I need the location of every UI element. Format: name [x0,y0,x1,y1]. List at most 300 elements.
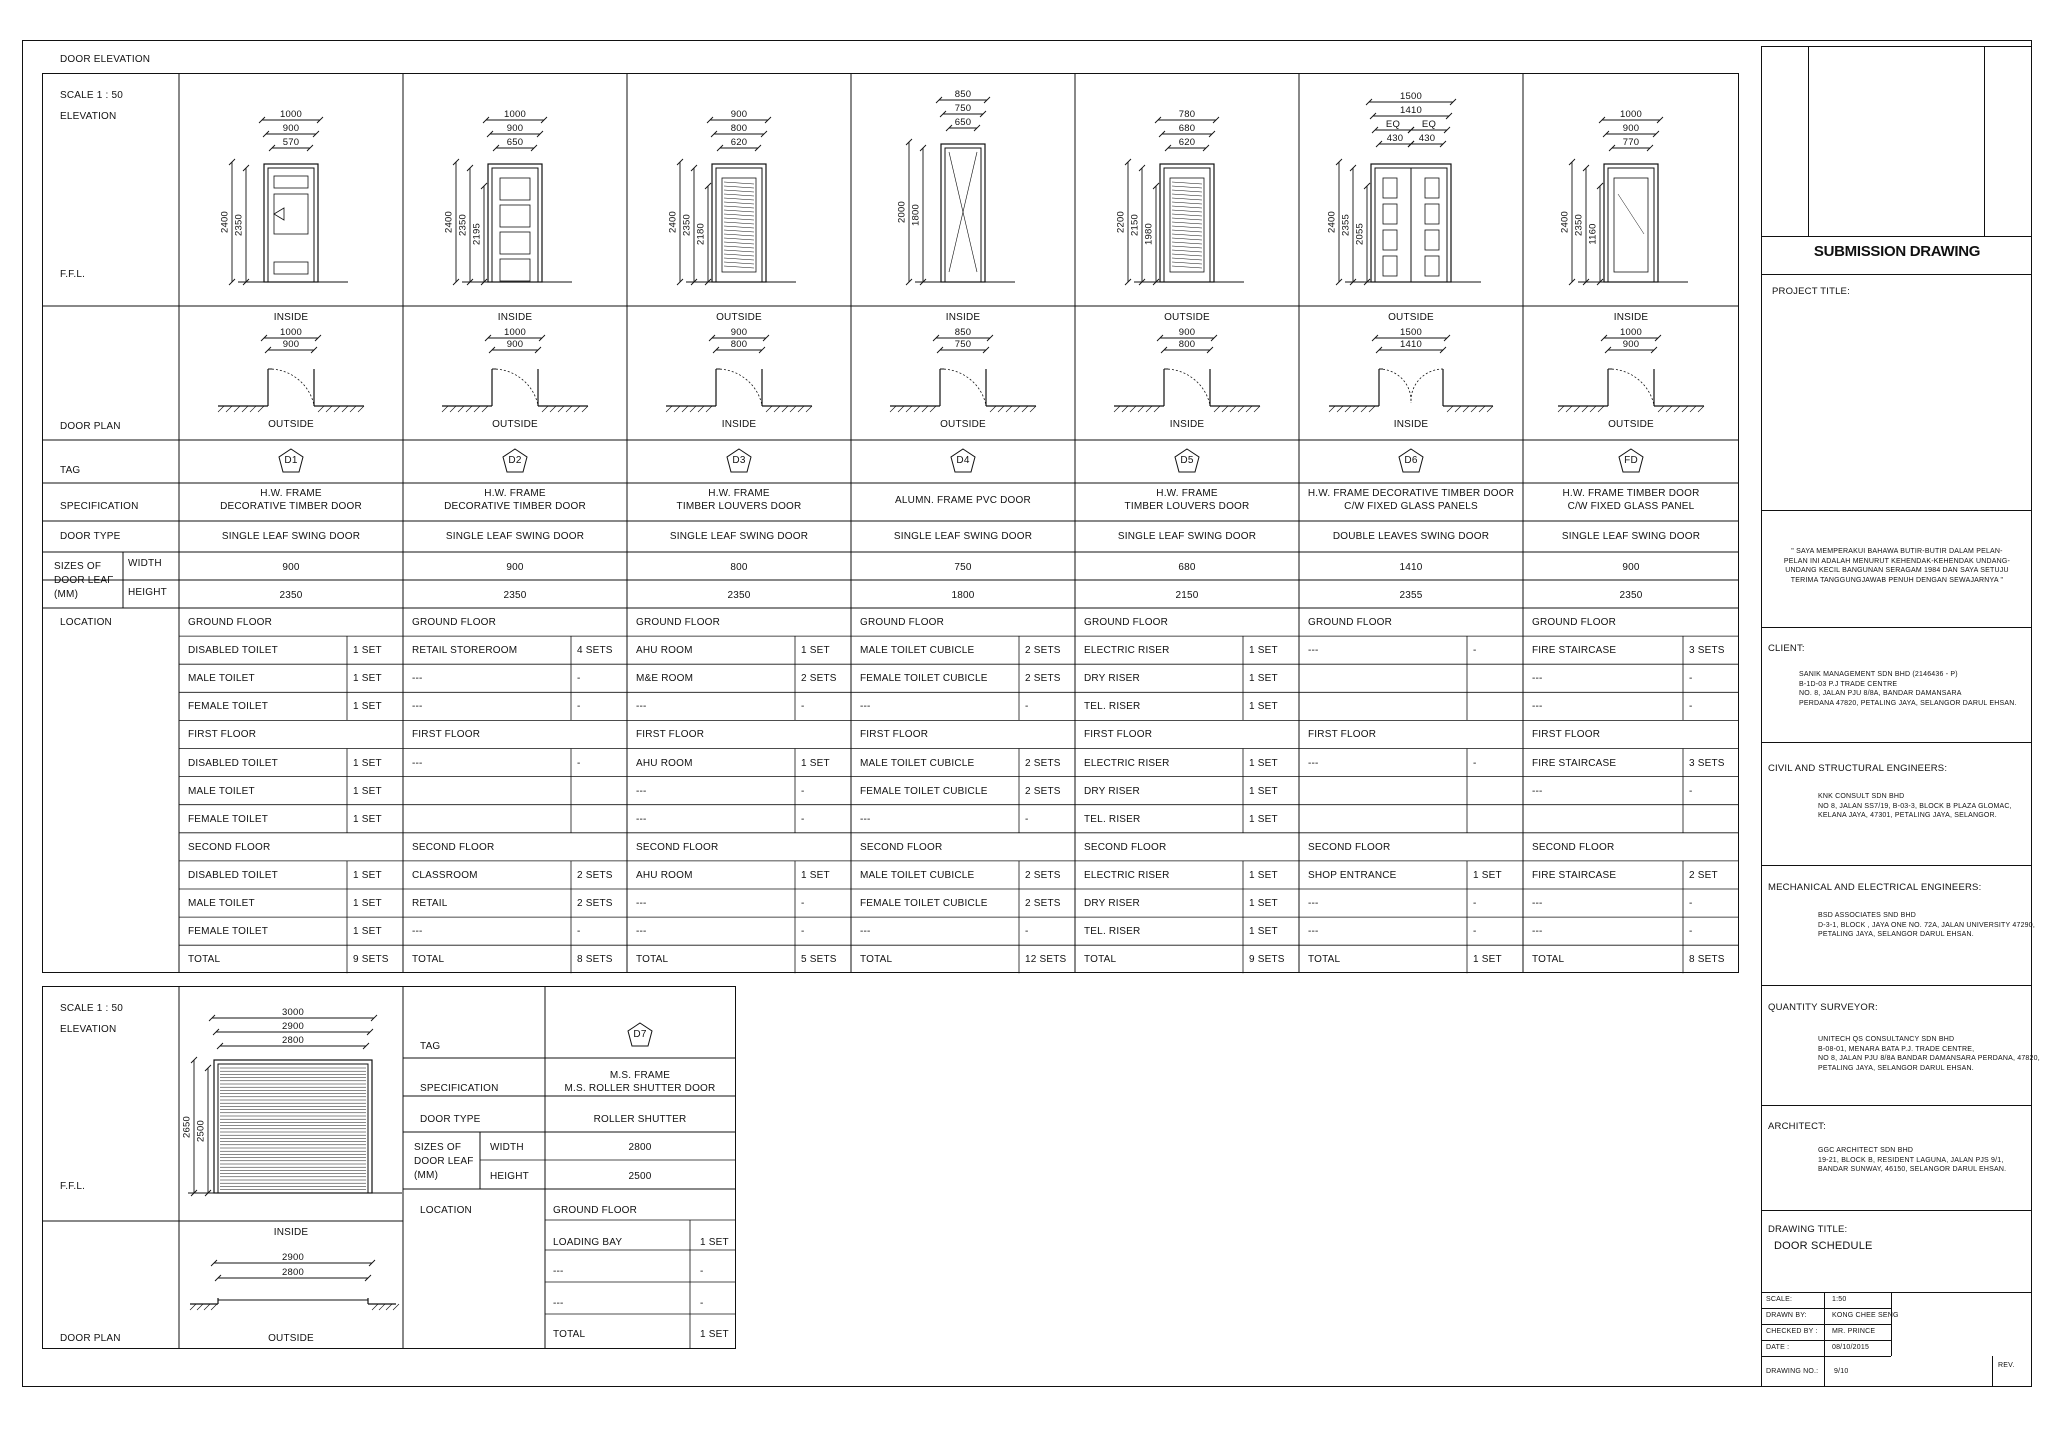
d7-door-plan-label: DOOR PLAN [60,1333,121,1344]
location-name: FEMALE TOILET CUBICLE [860,785,988,797]
plan-side-bottom: OUTSIDE [940,419,986,430]
hatch [1014,406,1020,412]
location-qty: - [1025,701,1029,713]
location-name: FIRST FLOOR [1308,729,1377,741]
location-name: AHU ROOM [636,869,693,881]
dimension-label: 900 [1622,123,1640,134]
drawing-title-label: DRAWING TITLE: [1768,1224,1848,1235]
total-label: TOTAL [636,954,669,966]
dimension-label: 850 [954,89,972,100]
glass-panel [1425,230,1439,250]
door-leaf [268,168,314,282]
hatch [550,406,556,412]
dimension-label: 1980 [1143,223,1155,245]
dimension-label: 1000 [1620,109,1642,120]
location-qty: 1 SET [700,1237,729,1248]
location-name: SECOND FLOOR [1084,841,1167,853]
specification-label: SPECIFICATION [60,501,139,512]
hatch [1238,406,1244,412]
location-name: FEMALE TOILET [188,926,269,938]
louver [1172,250,1202,252]
location-qty: 2 SET [1689,869,1718,881]
location-name: TEL. RISER [1084,701,1141,713]
door-tag: D2 [508,455,522,466]
door-tag: D1 [284,455,298,466]
location-qty: - [1473,645,1477,657]
location-name: DISABLED TOILET [188,757,278,769]
hatch [922,406,928,412]
louver [1172,186,1202,188]
location-qty: - [1689,701,1693,713]
leaf-width: 1410 [1399,562,1423,573]
hatch [1329,406,1335,412]
louver [1172,182,1202,184]
title-block-line: PETALING JAYA, SELANGOR DARUL EHSAN. [1818,1064,1974,1072]
location-qty: - [801,926,805,938]
dimension-label: 2350 [681,214,693,236]
spec-line-2: C/W FIXED GLASS PANELS [1344,501,1478,512]
hatch [1353,406,1359,412]
title-block-line: BANDAR SUNWAY, 46150, SELANGOR DARUL EHSAN. [1818,1166,2007,1173]
location-qty: 2 SETS [577,869,613,881]
total-label: TOTAL [1532,954,1565,966]
location-qty: 2 SETS [1025,757,1061,769]
title-block-line: BSD ASSOCIATES SND BHD [1818,912,1917,919]
sheet-title: DOOR ELEVATION [60,54,151,65]
door-frame [1604,164,1658,282]
location-name: DISABLED TOILET [188,645,278,657]
door-type: ROLLER SHUTTER [593,1114,687,1125]
total-qty: 9 SETS [353,954,389,966]
d7-scale-label: SCALE 1 : 50 [60,1003,123,1014]
location-qty: - [1473,898,1477,909]
dimension-label: 1160 [1587,223,1599,245]
dimension-label: 620 [1178,137,1196,148]
drawing-no-label: DRAWING NO.: [1766,1368,1819,1375]
location-qty: - [801,701,805,713]
total-qty: 9 SETS [1249,954,1285,966]
spec-line-2: DECORATIVE TIMBER DOOR [444,501,586,512]
location-qty: 1 SET [801,645,830,657]
hatch [1337,406,1343,412]
location-qty: - [801,813,805,825]
hatch [350,406,356,412]
dimension-label: 750 [954,339,972,350]
hatch [234,406,240,412]
location-name: DRY RISER [1084,673,1140,685]
location-name: SECOND FLOOR [1532,841,1615,853]
door-swing-arc [1379,369,1411,403]
dimension-label: 430 [1386,133,1404,144]
title-block-line: PERDANA 47820, PETALING JAYA, SELANGOR DARUL EHSAN. [1799,699,2017,707]
louver [1172,230,1202,232]
glass-panel [1383,230,1397,250]
location-qty: 3 SETS [1689,645,1725,657]
title-block-line: TERIMA TANGGUNGJAWAB PENUH DENGAN SEWAJARNYA " [1790,576,2004,584]
location-name: AHU ROOM [636,645,693,657]
hatch [782,406,788,412]
location-name: GROUND FLOOR [188,617,273,628]
leaf-height: 1800 [951,590,975,601]
louver [724,230,754,232]
scale-field: 1:50 [1832,1296,1847,1303]
dimension-label: 2350 [233,214,245,236]
hatch [442,406,448,412]
location-name: --- [1308,757,1319,769]
spec-line-1: ALUMN. FRAME PVC DOOR [895,495,1031,506]
glass-panel [1383,204,1397,224]
width-label: WIDTH [128,558,162,569]
title-block-line: KELANA JAYA, 47301, PETALING JAYA, SELANGOR. [1818,812,1997,819]
leaf-height: 2350 [503,590,527,601]
location-name: --- [636,813,647,825]
dimension-label: 430 [1418,133,1436,144]
panel [500,232,530,254]
plan-side-bottom: OUTSIDE [1608,419,1654,430]
location-qty: - [1689,926,1693,938]
hatch [1674,406,1680,412]
glass-panel [1614,178,1648,272]
dimension-label: 1000 [504,109,526,120]
door-tag: FD [1624,455,1638,466]
louver [1172,262,1202,264]
hatch [326,406,332,412]
location-name: FIRE STAIRCASE [1532,757,1617,769]
location-name: TOTAL [553,1329,586,1340]
door-type: SINGLE LEAF SWING DOOR [1117,531,1257,542]
dimension-label: 3000 [282,1007,304,1018]
title-block-line: " SAYA MEMPERAKUI BAHAWA BUTIR-BUTIR DALAM PELAN- [1791,548,2003,555]
plan-side-top: OUTSIDE [1388,312,1434,323]
panel [500,259,530,281]
location-name: CLASSROOM [412,869,478,881]
spec-line-1: H.W. FRAME [260,488,322,499]
plan-side-top: INSIDE [497,312,533,323]
plan-side-top: INSIDE [1613,312,1649,323]
hatch [1658,406,1664,412]
location-qty: - [801,785,805,797]
location-name: ELECTRIC RISER [1084,757,1170,769]
location-qty: 1 SET [353,926,382,938]
hatch [372,1304,378,1310]
location-qty: 1 SET [353,785,382,797]
location-name: --- [1532,898,1543,909]
louver [724,266,754,268]
hatch [1254,406,1260,412]
location-name: --- [860,813,871,825]
louver [1172,242,1202,244]
panel [500,205,530,227]
location-qty: 1 SET [353,645,382,657]
louver [1172,206,1202,208]
title-block-line: GGC ARCHITECT SDN BHD [1818,1147,1914,1154]
hatch [558,406,564,412]
location-qty: 1 SET [1249,813,1278,825]
hatch [766,406,772,412]
client-label: CLIENT: [1768,643,1805,654]
leaf-width: 680 [1178,562,1196,573]
hatch [1361,406,1367,412]
louver [1172,190,1202,192]
door-tag: D7 [633,1029,647,1040]
location-name: ELECTRIC RISER [1084,869,1170,881]
spec-line-2: TIMBER LOUVERS DOOR [676,501,802,512]
dimension-label: 800 [730,123,748,134]
louver [1172,254,1202,256]
location-name: FIRST FLOOR [1532,729,1601,741]
door-swing-arc [1411,369,1443,403]
spec-line-1: H.W. FRAME [708,488,770,499]
location-qty: 1 SET [1249,898,1278,909]
leaf-height: 2350 [279,590,303,601]
location-qty: 2 SETS [1025,785,1061,797]
location-qty: 4 SETS [577,645,613,657]
scale-field-label: SCALE: [1766,1296,1793,1303]
location-name: SECOND FLOOR [188,841,271,853]
hatch [1598,406,1604,412]
location-name: TEL. RISER [1084,926,1141,938]
dimension-label: 770 [1622,137,1640,148]
location-qty: 1 SET [353,869,382,881]
location-name: FEMALE TOILET CUBICLE [860,898,988,909]
hatch [1006,406,1012,412]
hatch [318,406,324,412]
location-name: SECOND FLOOR [1308,841,1391,853]
hatch [334,406,340,412]
hatch [1130,406,1136,412]
hatch [666,406,672,412]
louver [1172,238,1202,240]
louver [1172,198,1202,200]
louver [1172,214,1202,216]
location-name: FEMALE TOILET [188,813,269,825]
location-name: FIRST FLOOR [188,729,257,741]
dimension-label: 750 [954,103,972,114]
panel [274,194,308,234]
location-name: --- [1532,701,1543,713]
leaf-width: 900 [1622,562,1640,573]
d7-location-label: LOCATION [420,1205,472,1216]
location-name: MALE TOILET CUBICLE [860,757,975,769]
location-name: SECOND FLOOR [412,841,495,853]
me-label: MECHANICAL AND ELECTRICAL ENGINEERS: [1768,882,1982,893]
location-qty: 2 SETS [1025,898,1061,909]
hatch [574,406,580,412]
plan-side-bottom: INSIDE [1169,419,1205,430]
louver [1172,210,1202,212]
glass-line [1618,194,1644,234]
location-name: FIRST FLOOR [412,729,481,741]
hatch [190,1304,196,1310]
panel [500,178,530,200]
dimension-label: 1000 [504,327,526,338]
total-qty: 1 SET [1473,954,1502,966]
location-name: GROUND FLOOR [860,617,945,628]
door-tag: D3 [732,455,746,466]
d7-sizes-label-1: SIZES OF [414,1142,462,1153]
location-name: TEL. RISER [1084,813,1141,825]
dimension-label: EQ [1421,119,1437,130]
plan-side-top: INSIDE [273,312,309,323]
leaf-width: 900 [282,562,300,573]
hatch [674,406,680,412]
location-name: FIRST FLOOR [1084,729,1153,741]
hatch [466,406,472,412]
dimension-label: 2150 [1129,214,1141,236]
leaf-width: 900 [506,562,524,573]
dimension-label: 2355 [1340,214,1352,236]
louver [1172,266,1202,268]
louver-panel [722,178,756,272]
scale-label: SCALE 1 : 50 [60,90,123,101]
tag-label: TAG [60,465,81,476]
location-qty: 2 SETS [1025,645,1061,657]
spec-line-1: H.W. FRAME [1156,488,1218,499]
hatch [1114,406,1120,412]
plan-side-top: INSIDE [273,1227,309,1238]
hatch [258,406,264,412]
location-qty: 1 SET [1249,785,1278,797]
location-name: FIRE STAIRCASE [1532,869,1617,881]
location-qty: - [1025,926,1029,938]
panel [274,262,308,274]
glass-panel [1425,178,1439,198]
d7-specification-label: SPECIFICATION [420,1083,499,1094]
louver [1172,202,1202,204]
hatch [1230,406,1236,412]
location-qty: 1 SET [1249,926,1278,938]
dimension-label: 800 [730,339,748,350]
location-label: LOCATION [60,617,112,628]
title-block-line: UNITECH QS CONSULTANCY SDN BHD [1818,1036,1955,1043]
dimension-label: 2400 [1326,211,1338,233]
location-name: --- [1308,926,1319,938]
plan-side-bottom: INSIDE [721,419,757,430]
leaf-height: 2350 [727,590,751,601]
plan-side-bottom: OUTSIDE [268,419,314,430]
location-name: SHOP ENTRANCE [1308,869,1397,881]
location-name: MALE TOILET [188,673,255,685]
louver [724,226,754,228]
architect-label: ARCHITECT: [1768,1121,1826,1132]
title-block-line: NO 8, JALAN SS7/19, B-03-3, BLOCK B PLAZA GLOMAC, [1818,802,2012,810]
plan-side-top: INSIDE [945,312,981,323]
dimension-label: 620 [730,137,748,148]
location-name: GROUND FLOOR [636,617,721,628]
hatch [197,1304,203,1310]
location-name: DISABLED TOILET [188,869,278,881]
dimension-label: 2195 [471,223,483,245]
location-qty: 1 SET [1249,673,1278,685]
louver [724,214,754,216]
dimension-label: 2650 [181,1115,193,1138]
hatch [379,1304,385,1310]
location-qty: - [577,701,581,713]
dimension-label: 1000 [1620,327,1642,338]
louver [1172,222,1202,224]
dimension-label: 850 [954,327,972,338]
dimension-label: 2400 [443,211,455,233]
hatch [1574,406,1580,412]
location-name: ELECTRIC RISER [1084,645,1170,657]
hatch [798,406,804,412]
drawn-by: KONG CHEE SENG [1832,1312,1899,1319]
location-name: SECOND FLOOR [860,841,943,853]
dimension-label: 680 [1178,123,1196,134]
location-qty: 1 SET [353,673,382,685]
louver [724,210,754,212]
sizes-label-3: (MM) [54,589,79,600]
hatch [1487,406,1493,412]
location-name: --- [412,757,423,769]
leaf-height: 2355 [1399,590,1423,601]
hatch [1022,406,1028,412]
location-name: --- [553,1266,564,1277]
leaf-width: 750 [954,562,972,573]
hatch [990,406,996,412]
location-qty: - [700,1266,704,1277]
hatch [218,406,224,412]
location-name: DRY RISER [1084,898,1140,909]
location-qty: 1 SET [353,813,382,825]
louver [724,246,754,248]
dimension-label: 1500 [1400,91,1422,102]
location-qty: - [1689,785,1693,797]
location-name: GROUND FLOOR [553,1205,638,1216]
d7-height-label: HEIGHT [490,1171,529,1182]
drawing-title: DOOR SCHEDULE [1774,1240,1873,1252]
location-name: GROUND FLOOR [1532,617,1617,628]
hatch [1214,406,1220,412]
project-title-label: PROJECT TITLE: [1772,286,1850,297]
dimension-label: 2400 [219,211,231,233]
location-name: MALE TOILET [188,898,255,909]
total-qty: 5 SETS [801,954,837,966]
title-block-line: PELAN INI ADALAH MENURUT KEHENDAK-KEHENDAK UNDANG- [1783,557,2011,565]
hatch [582,406,588,412]
title-block-line: D-3-1, BLOCK , JAYA ONE NO. 72A, JALAN UNIVERSITY 47290, [1818,921,2035,929]
title-block-line: PETALING JAYA, SELANGOR DARUL EHSAN. [1818,931,1974,938]
plan-side-bottom: INSIDE [1393,419,1429,430]
hatch [1369,406,1375,412]
hatch [1154,406,1160,412]
dimension-label: 570 [282,137,300,148]
location-qty: - [577,757,581,769]
location-name: SECOND FLOOR [636,841,719,853]
spec-line-2: C/W FIXED GLASS PANEL [1567,501,1695,512]
title-block-line: NO 8, JALAN PJU 8/8A BANDAR DAMANSARA PERDANA, 47820, [1818,1055,2040,1062]
door-tag: D4 [956,455,970,466]
title-block-line: B-08-01, MENARA BATA P.J. TRADE CENTRE, [1818,1045,1975,1053]
hatch [211,1304,217,1310]
door-leaf [492,168,538,282]
dimension-label: 900 [730,109,748,120]
door-frame [264,164,318,282]
hatch [1122,406,1128,412]
location-qty: 3 SETS [1689,757,1725,769]
location-name: AHU ROOM [636,757,693,769]
title-block-line: 19-21, BLOCK B, RESIDENT LAGUNA, JALAN PJS 9/1, [1818,1156,2004,1164]
checked-by: MR. PRINCE [1832,1328,1876,1335]
dimension-label: 1000 [280,327,302,338]
location-name: --- [412,926,423,938]
total-label: TOTAL [860,954,893,966]
qs-label: QUANTITY SURVEYOR: [1768,1002,1878,1013]
door-plan-label: DOOR PLAN [60,421,121,432]
d7-tag-label: TAG [420,1041,441,1052]
door-type: SINGLE LEAF SWING DOOR [1561,531,1701,542]
dimension-label: 900 [1622,339,1640,350]
